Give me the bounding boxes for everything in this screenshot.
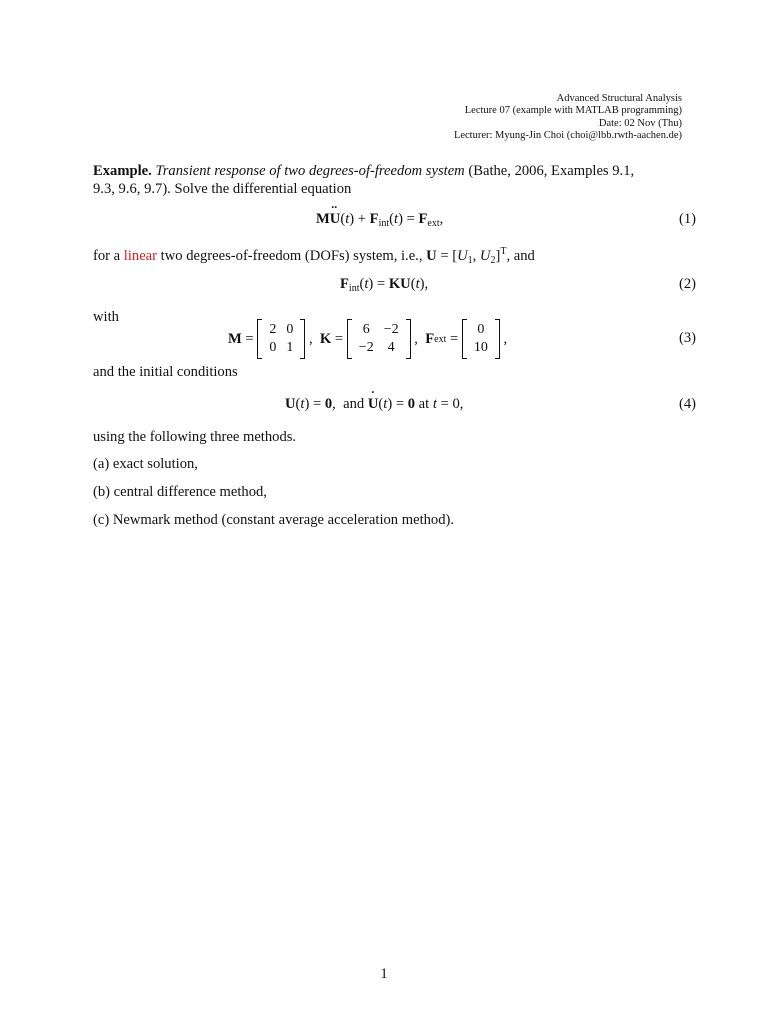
system-description: for a linear two degrees-of-freedom (DOFs) system, i.e., $U = [U_1$, $U_2]^T$, and: [93, 246, 535, 266]
method-item: (b) central difference method,: [93, 484, 267, 500]
equation-3: M = 2 0 0 1 , K = 6 −2 −2 4 , F ext = 0 10 ,: [228, 322, 508, 355]
example-title: Transient response of two degrees-of-freedom system: [155, 163, 465, 179]
equation-4-number: (4): [678, 396, 696, 412]
initial-conditions-label: and the initial conditions: [93, 364, 238, 380]
example-citation: (Bathe, 2006, Examples 9.1,: [468, 163, 635, 179]
page-number: 1: [380, 966, 388, 982]
equation-2: $F_{int}(t) = KU(t)$,: [340, 276, 429, 294]
lecture-date: Date: 02 Nov (Thu): [598, 117, 682, 129]
method-item: (a) exact solution,: [93, 456, 198, 472]
example-label: Example.: [93, 163, 152, 179]
lecturer-info: Lecturer: Myung-Jin Choi (choi@lbb.rwth-aachen.de): [453, 129, 682, 141]
methods-intro: using the following three methods.: [93, 429, 297, 445]
stiffness-matrix: 6 −2 −2 4: [347, 321, 411, 357]
lecture-header: [454, 93, 682, 142]
equation-2-number: (2): [678, 276, 696, 292]
equation-4: U(t) = 0, and · U(t) = 0 at t = 0,: [285, 396, 463, 413]
equation-3-number: (3): [678, 330, 696, 346]
mass-matrix: 2 0 0 1: [257, 321, 305, 357]
method-item: (c) Newmark method (constant average acceleration method).: [93, 512, 455, 528]
external-force-vector: 0 10: [462, 321, 500, 357]
lecture-info: Lecture 07 (example with MATLAB programming): [464, 105, 682, 117]
course-title: Advanced Structural Analysis: [556, 93, 682, 104]
example-citation-cont: 9.3, 9.6, 9.7). Solve the differential equation: [93, 181, 352, 197]
equation-1: $M\cdot\cdot U(t) + F_{int}(t) = F_{ext}$,: [316, 211, 443, 229]
linear-highlight: linear: [123, 248, 158, 264]
equation-1-number: (1): [678, 211, 696, 227]
with-label: with: [93, 309, 119, 325]
example-paragraph: [93, 162, 698, 198]
